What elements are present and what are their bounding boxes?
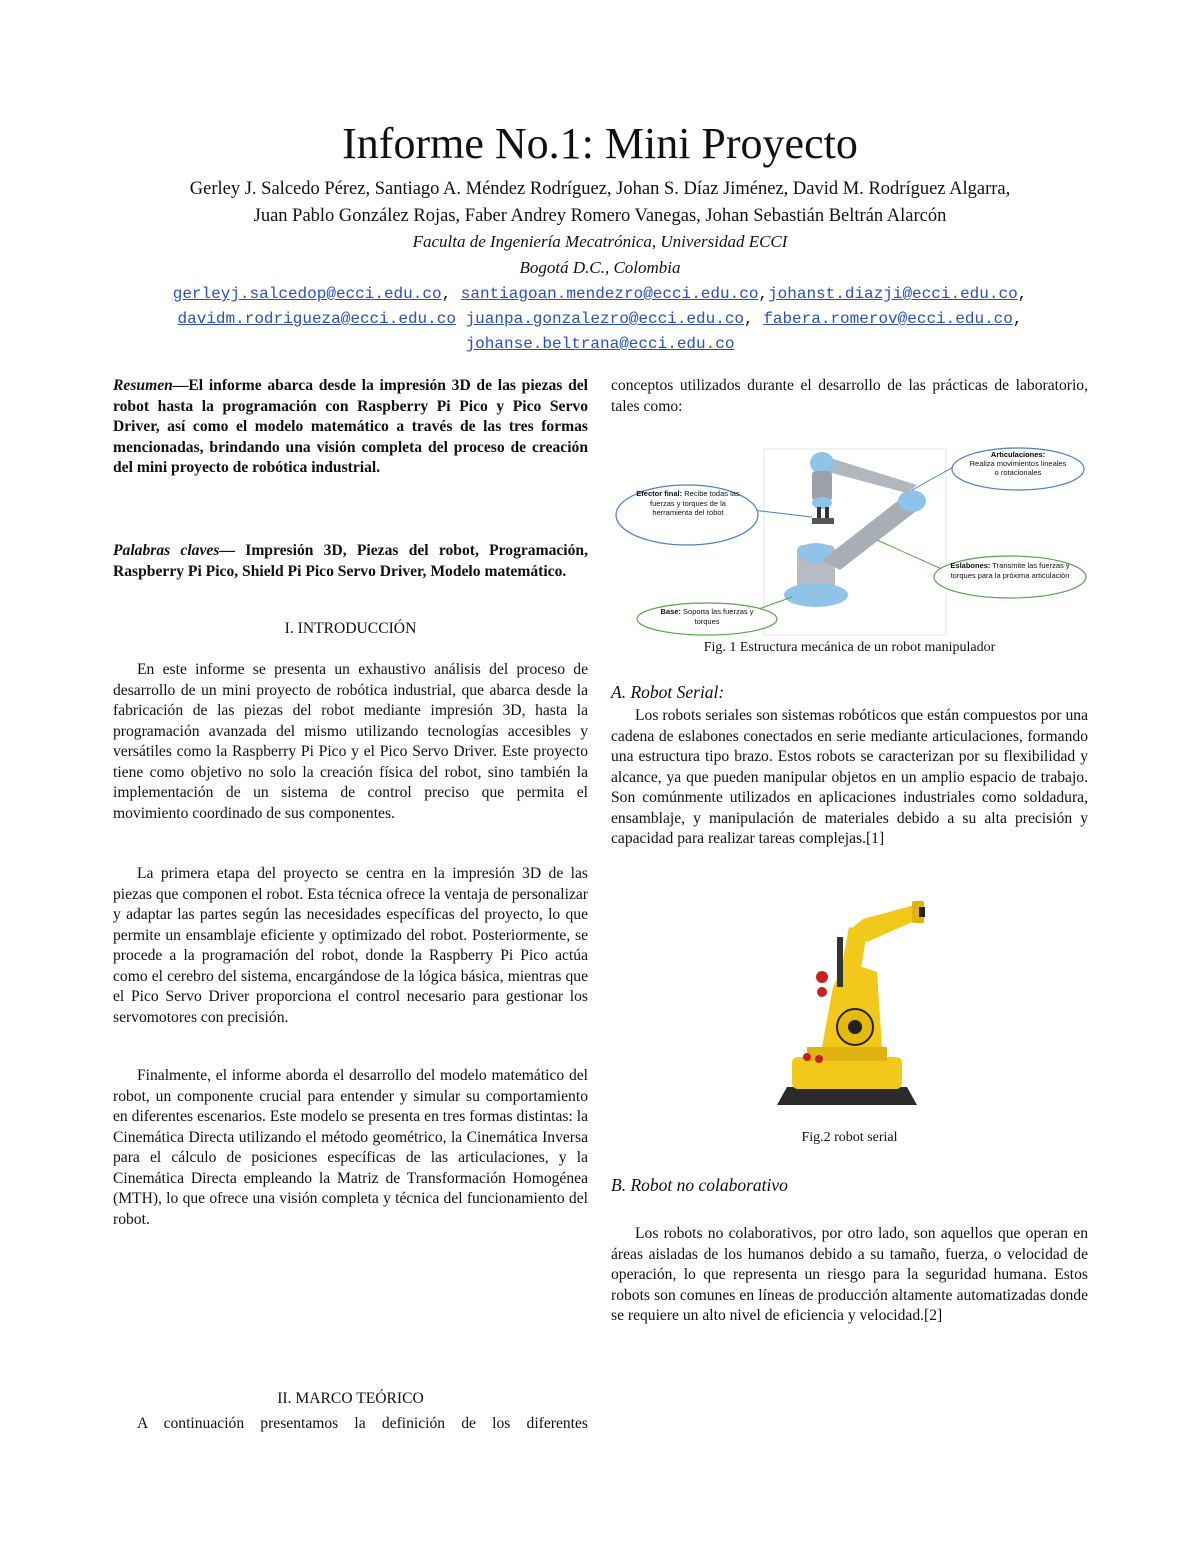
intro-paragraph-1: En este informe se presenta un exhaustivo análisis del proceso de desarrollo de un mini proyecto de robótica industrial, que abarca desde la fabricación de las piezas del robot mediante impresión 3D, hasta la programación avanzada del mismo utilizando tecnologías accesibles y versátiles como la Raspberry Pi Pico y el Pico Servo Driver. Este proyecto tiene como objetivo no solo la creación física del robot, sino también la implementación de un sistema de control preciso que permita el movimiento coordinado de sus componentes. bbox=[113, 661, 588, 822]
marco-paragraph-start: A continuación presentamos la definición de los diferentes bbox=[137, 1415, 588, 1432]
callout-eslabones-label: Eslabones: bbox=[950, 561, 991, 570]
section-heading-marco-teorico: II. MARCO TEÓRICO bbox=[277, 1390, 424, 1407]
subsection-heading-robot-no-colaborativo: B. Robot no colaborativo bbox=[611, 1175, 788, 1195]
robot-base-shape bbox=[792, 1057, 902, 1089]
email-link[interactable]: johanse.beltrana@ecci.edu.co bbox=[465, 335, 735, 353]
callout-efector-text: Recibe todas las fuerzas y torques de la herramienta del robot bbox=[650, 489, 740, 517]
authors-line-1: Gerley J. Salcedo Pérez, Santiago A. Méndez Rodríguez, Johan S. Díaz Jiménez, David M. Rodríguez Algarra, bbox=[189, 179, 1011, 199]
figure-robot-manipulator bbox=[612, 445, 1088, 637]
keywords-label: Palabras claves bbox=[113, 542, 220, 559]
callout-base-text: Soporta las fuerzas y torques bbox=[683, 607, 754, 626]
email-list: gerleyj.salcedop@ecci.edu.co, santiagoan.mendezro@ecci.edu.co,johanst.diazji@ecci.edu.co, davidm.rodriguezа@ecci.edu.co juanpa.gonzalezro@ecci.edu.co, fabera.romerov@ecci.edu.co, johanse.beltrana@ecci.edu.co bbox=[172, 285, 1028, 353]
affiliation: Faculta de Ingeniería Mecatrónica, Universidad ECCI bbox=[412, 232, 788, 251]
email-link[interactable]: fabera.romerov@ecci.edu.co bbox=[763, 310, 1013, 328]
email-link[interactable]: gerleyj.salcedop@ecci.edu.co bbox=[172, 285, 442, 303]
email-link[interactable]: davidm.rodriguezа@ecci.edu.co bbox=[177, 310, 456, 328]
email-link[interactable]: santiagoan.mendezro@ecci.edu.co bbox=[460, 285, 759, 303]
abstract bbox=[113, 376, 588, 479]
callout-base-label: Base: bbox=[660, 607, 681, 616]
callout-articulaciones-text: Realiza movimientos lineales o rotacionales bbox=[969, 459, 1067, 477]
robot-serial-paragraph: Los robots seriales son sistemas robóticos que están compuestos por una cadena de eslabones conectados en serie mediante articulaciones, formando una estructura tipo brazo. Estos robots se caracterizan por su flexibilidad y alcance, ya que pueden manipular objetos en un amplio espacio de trabajo. Son comúnmente utilizados en aplicaciones industriales como soldadura, ensamblaje, y manipulación de materiales debido a su alta precisión y capacidad para realizar tareas complejas.[1] bbox=[611, 707, 1088, 847]
robot-no-colaborativo-paragraph: Los robots no colaborativos, por otro lado, son aquellos que operan en áreas aisladas de los humanos debido a su tamaño, fuerza, o velocidad de operación, lo que representa un riesgo para la seguridad humana. Estos robots son comunes en líneas de producción altamente automatizadas donde se requiere un alto nivel de eficiencia y velocidad.[2] bbox=[611, 1225, 1088, 1324]
figure-serial-robot bbox=[767, 897, 927, 1107]
paper-title: Informe No.1: Mini Proyecto bbox=[342, 119, 858, 168]
intro-paragraph-2: La primera etapa del proyecto se centra en la impresión 3D de las piezas que componen el robot. Esta técnica ofrece la ventaja de personalizar y adaptar las partes según las necesidades específicas del proyecto, lo que permite un ensamblaje eficiente y optimizado del robot. Posteriormente, se procede a la programación del robot, donde la Raspberry Pi Pico actúa como el cerebro del sistema, encargándose de la lógica básica, mientras que el Pico Servo Driver proporciona el control necesario para gestionar los servomotores con precisión. bbox=[113, 865, 588, 1026]
author-list bbox=[80, 176, 1120, 230]
abstract-label: Resumen bbox=[113, 377, 173, 394]
intro-paragraph-3: Finalmente, el informe aborda el desarrollo del modelo matemático del robot, un componente crucial para entender y simular su comportamiento en diferentes escenarios. Este modelo se presenta en tres formas distintas: la Cinemática Directa utilizando el método geométrico, la Cinemática Inversa para el cálculo de posiciones específicas de las articulaciones, y la Cinemática Directa empleando la Matriz de Transformación Homogénea (MTH), lo que ofrece una visión completa y técnica del funcionamiento del robot. bbox=[113, 1067, 588, 1228]
callout-articulaciones-label: Articulaciones: bbox=[990, 450, 1046, 459]
robot-base-cap bbox=[784, 583, 848, 607]
location: Bogotá D.C., Colombia bbox=[519, 258, 681, 277]
figure-1-caption: Fig. 1 Estructura mecánica de un robot manipulador bbox=[703, 640, 996, 655]
section-heading-introduccion: I. INTRODUCCIÓN bbox=[284, 620, 417, 637]
email-link[interactable]: johanst.diazji@ecci.edu.co bbox=[768, 285, 1018, 303]
email-link[interactable]: juanpa.gonzalezro@ecci.edu.co bbox=[465, 310, 745, 328]
subsection-heading-robot-serial: A. Robot Serial: bbox=[611, 682, 725, 702]
keywords-text: — Impresión 3D, Piezas del robot, Programación, Raspberry Pi Pico, Shield Pi Pico Servo Driver, Modelo matemático. bbox=[113, 542, 588, 580]
authors-line-2: Juan Pablo González Rojas, Faber Andrey Romero Vanegas, Johan Sebastián Beltrán Alarcón bbox=[253, 206, 947, 226]
marco-paragraph-continuation: conceptos utilizados durante el desarrollo de las prácticas de laboratorio, tales como: bbox=[611, 377, 1088, 415]
svg-text:Articulaciones: bbox=[991, 450, 1045, 459]
robot-arm-upper bbox=[847, 905, 919, 942]
abstract-text: —El informe abarca desde la impresión 3D de las piezas del robot hasta la programación con Raspberry Pi Pico y Pico Servo Driver, así como el modelo matemático a través de las tres formas mencionadas, brindando una visión completa del proceso de creación del mini proyecto de robótica industrial. bbox=[113, 377, 588, 476]
callout-eslabones-text: Transmite las fuerzas y torques para la próxima articulación bbox=[950, 561, 1070, 580]
keywords bbox=[113, 541, 588, 582]
callout-efector-label: Efector final: bbox=[636, 489, 683, 498]
figure-2-caption: Fig.2 robot serial bbox=[801, 1130, 898, 1145]
